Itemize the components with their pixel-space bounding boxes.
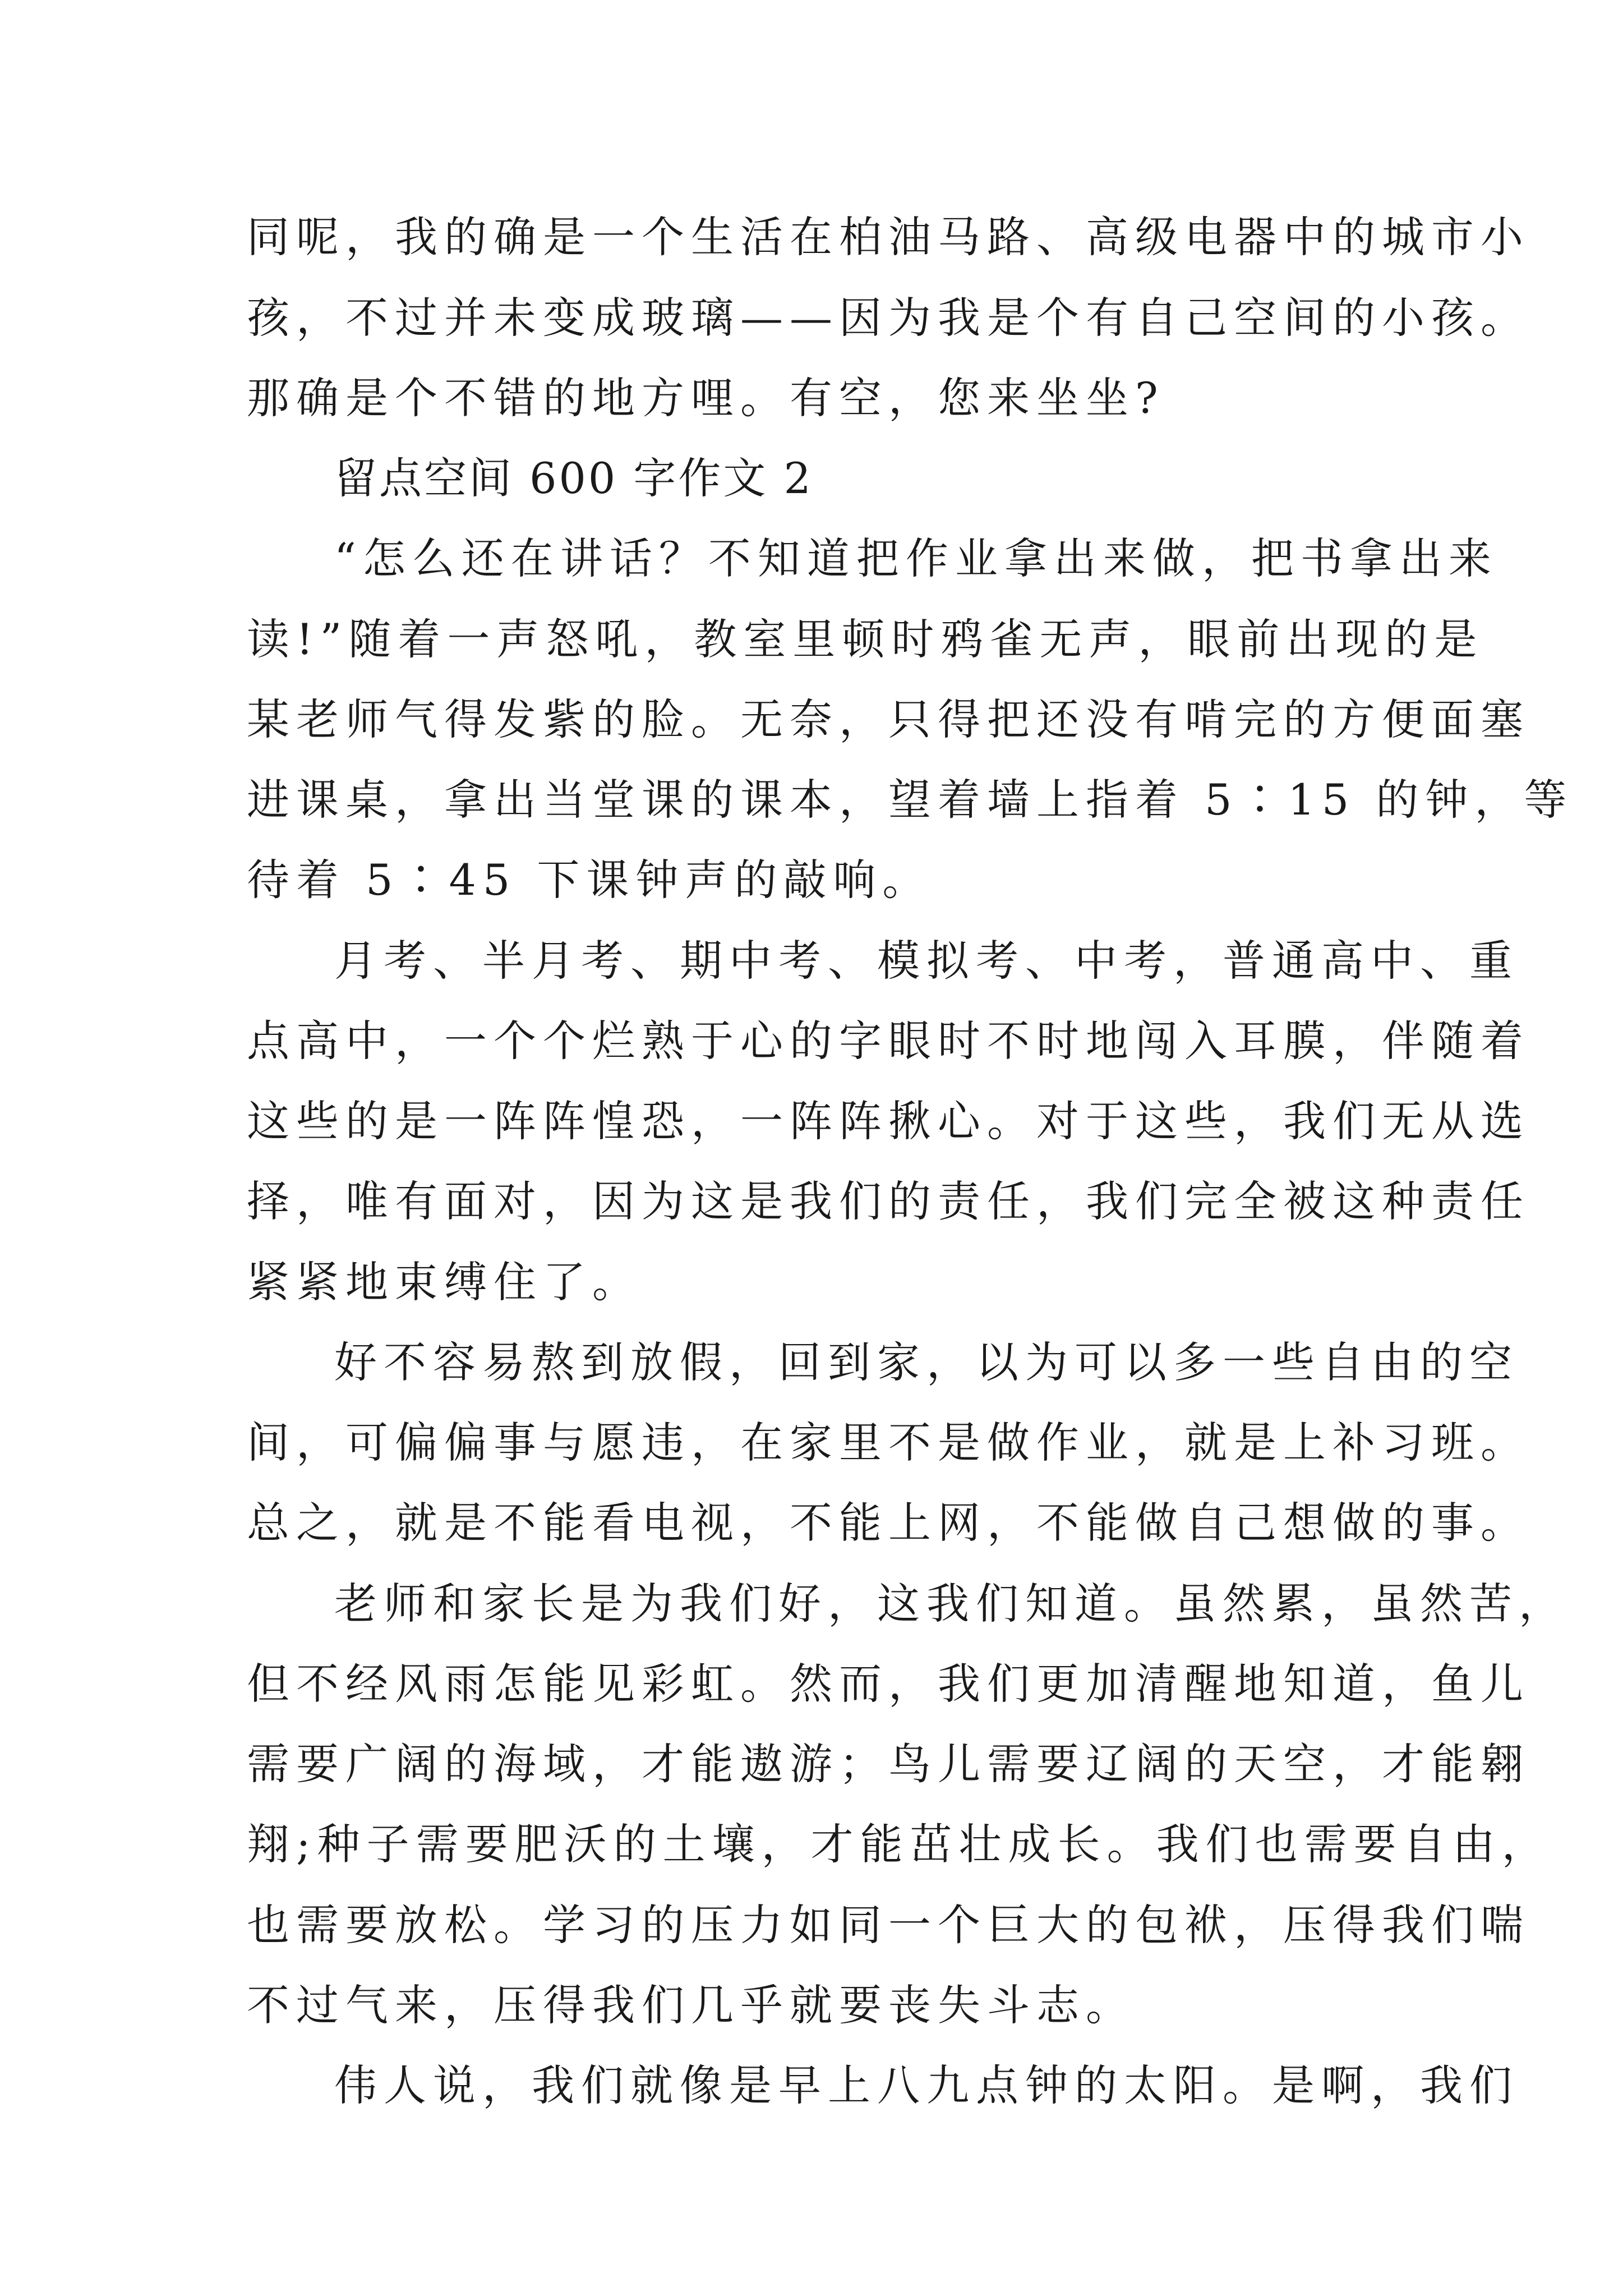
paragraph-line: 读!”随着一声怒吼，教室里顿时鸦雀无声，眼前出现的是 [247, 614, 1484, 664]
paragraph-line: 那确是个不错的地方哩。有空，您来坐坐? [247, 373, 1165, 423]
section-heading: 留点空间 600 字作文 2 [334, 453, 813, 503]
paragraph-line: 总之，就是不能看电视，不能上网，不能做自己想做的事。 [247, 1498, 1530, 1548]
paragraph-line: 间，可偏偏事与愿违，在家里不是做作业，就是上补习班。 [247, 1418, 1530, 1467]
paragraph-line: 月考、半月考、期中考、模拟考、中考，普通高中、重 [334, 936, 1519, 986]
paragraph-line: 不过气来，压得我们几乎就要丧失斗志。 [247, 1980, 1135, 2030]
paragraph-line: 某老师气得发紫的脸。无奈，只得把还没有啃完的方便面塞 [247, 694, 1530, 744]
paragraph-line: 也需要放松。学习的压力如同一个巨大的包袱，压得我们喘 [247, 1900, 1530, 1950]
paragraph-line: 老师和家长是为我们好，这我们知道。虽然累，虽然苦， [334, 1579, 1568, 1628]
paragraph-line: 但不经风雨怎能见彩虹。然而，我们更加清醒地知道，鱼儿 [247, 1659, 1530, 1709]
paragraph-line: 同呢，我的确是一个生活在柏油马路、高级电器中的城市小 [247, 212, 1530, 262]
paragraph-line: 孩，不过并未变成玻璃——因为我是个有自己空间的小孩。 [247, 293, 1530, 343]
paragraph-line: 紧紧地束缚住了。 [247, 1257, 642, 1307]
paragraph-line: 择，唯有面对，因为这是我们的责任，我们完全被这种责任 [247, 1176, 1530, 1226]
paragraph-line: 点高中，一个个烂熟于心的字眼时不时地闯入耳膜，伴随着 [247, 1016, 1530, 1066]
paragraph-line: 进课桌，拿出当堂课的课本，望着墙上指着 5∶15 的钟，等 [247, 775, 1574, 825]
paragraph-line: 需要广阔的海域，才能遨游；鸟儿需要辽阔的天空，才能翱 [247, 1739, 1530, 1789]
paragraph-line: 待着 5∶45 下课钟声的敲响。 [247, 855, 932, 905]
paragraph-line: 好不容易熬到放假，回到家，以为可以多一些自由的空 [334, 1337, 1519, 1387]
paragraph-line: 这些的是一阵阵惶恐，一阵阵揪心。对于这些，我们无从选 [247, 1096, 1530, 1146]
paragraph-line: 翔;种子需要肥沃的土壤，才能茁壮成长。我们也需要自由， [247, 1819, 1551, 1869]
paragraph-line: “怎么还在讲话？不知道把作业拿出来做，把书拿出来 [334, 533, 1498, 583]
paragraph-line: 伟人说，我们就像是早上八九点钟的太阳。是啊，我们 [334, 2060, 1519, 2110]
